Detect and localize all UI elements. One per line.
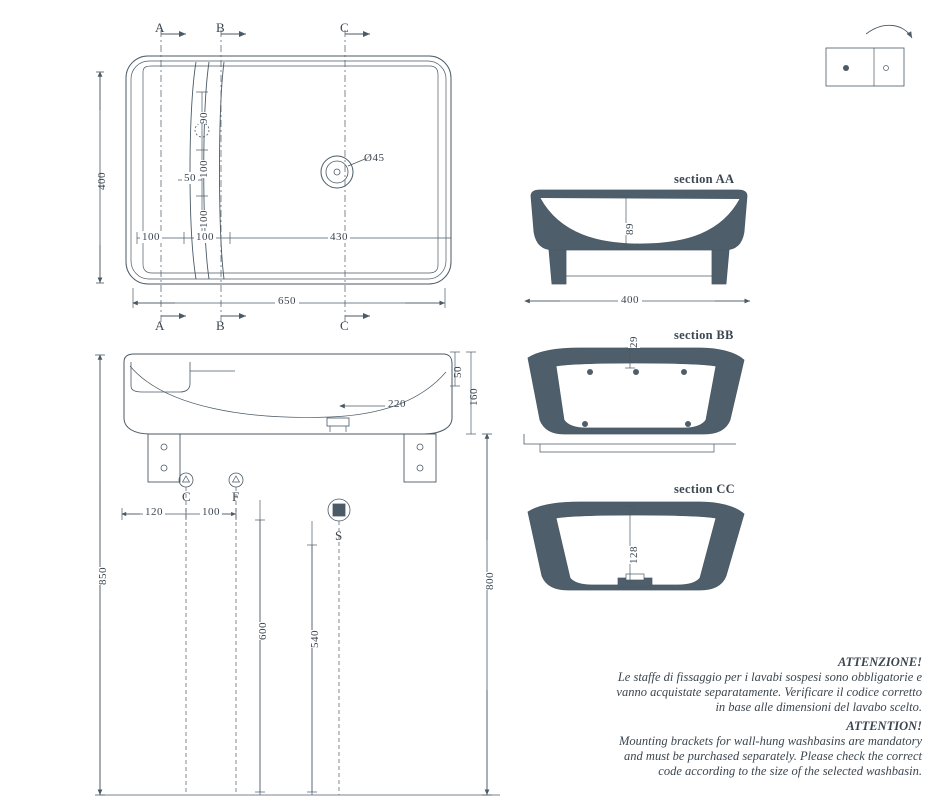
dim-89: 89: [624, 223, 636, 235]
note-it-line1: Le staffe di fissaggio per i lavabi sospesi sono obbligatorie e: [617, 670, 922, 684]
note-it-line3: in base alle dimensioni del lavabo scelto.: [715, 700, 922, 714]
dim-128: 128: [628, 546, 640, 564]
dim-depth-400: 400: [96, 172, 108, 190]
marker-label-c: C: [182, 489, 191, 504]
dim-430: 430: [330, 231, 348, 243]
note-heading-it: ATTENZIONE!: [837, 655, 922, 669]
section-mark-bottom-a: A: [155, 318, 165, 333]
marker-label-f: F: [232, 489, 240, 504]
section-mark-bottom-c: C: [340, 318, 349, 333]
note-it-line2: vanno acquistate separatamente. Verificare il codice corretto: [616, 685, 922, 699]
section-aa-title: section AA: [674, 172, 735, 186]
dim-600: 600: [257, 622, 269, 640]
section-mark-bottom-b: B: [216, 318, 225, 333]
note-en-line3: code according to the size of the selected washbasin.: [658, 764, 922, 778]
dim-100-mid: 100: [196, 231, 214, 243]
dim-100-left: 100: [142, 231, 160, 243]
note-heading-en: ATTENTION!: [846, 719, 922, 733]
dim-100-front: 100: [202, 506, 220, 518]
dim-800: 800: [484, 572, 496, 590]
dim-400-section-aa: 400: [618, 294, 642, 306]
dim-100-v-upper: 100: [198, 160, 210, 178]
marker-label-s: S: [335, 528, 343, 543]
section-bb-title: section BB: [674, 328, 734, 342]
dim-160: 160: [468, 388, 480, 406]
dim-100-v-lower: 100: [198, 210, 210, 228]
dim-220: 220: [388, 398, 406, 410]
dim-90: 90: [198, 112, 210, 124]
dim-50-front: 50: [452, 366, 464, 378]
note-en-line1: Mounting brackets for wall-hung washbasins are mandatory: [618, 734, 922, 748]
note-en-line2: and must be purchased separately. Please check the correct: [624, 749, 922, 763]
dim-hole-diameter: Ø45: [364, 152, 385, 164]
dim-50: 50: [184, 172, 196, 184]
dim-29: 29: [628, 336, 640, 348]
section-mark-top-c: C: [340, 20, 349, 35]
dim-540: 540: [309, 630, 321, 648]
dim-120: 120: [145, 506, 163, 518]
section-mark-top-a: A: [155, 20, 165, 35]
section-cc-title: section CC: [674, 482, 735, 496]
attention-note: [452, 655, 922, 779]
section-mark-top-b: B: [216, 20, 225, 35]
dim-850: 850: [97, 567, 109, 585]
dim-width-650: 650: [275, 295, 299, 307]
